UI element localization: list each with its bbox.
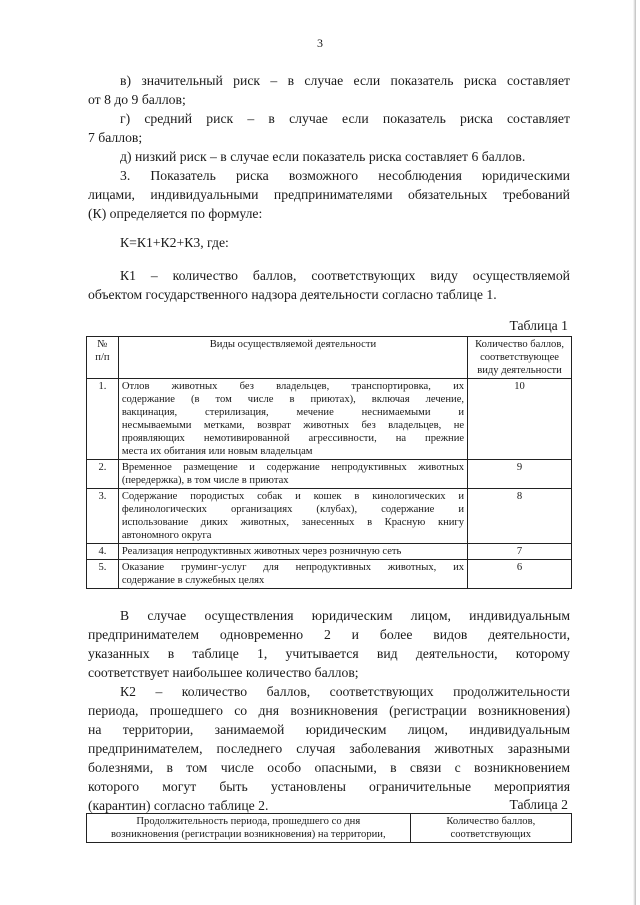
row-num: 2. — [87, 460, 119, 489]
table-row — [87, 460, 572, 489]
row-kind: Отлов животных без владельцев, транспортировка, их содержание (в том числе в приютах), включая лечение, вакцинация, стерилизация, мечение неснимаемыми и несмываемыми метками, возврат животных без владельцев, не проявляющих немотивированной агрессивности, на прежние места их обитания или новым владельцам — [118, 379, 467, 460]
table-row — [87, 560, 572, 589]
row-num: 1. — [87, 379, 119, 460]
table-1-caption: Таблица 1 — [509, 318, 568, 333]
table-row — [87, 489, 572, 544]
text-line: в) значительный риск – в случае если показатель риска составляет — [120, 73, 570, 88]
paragraph-3 — [88, 166, 570, 223]
text-line: соответствует наибольшее количество баллов; — [88, 665, 359, 680]
formula — [88, 233, 570, 252]
text-line: (К) определяется по формуле: — [88, 206, 263, 221]
table-header-row — [87, 814, 572, 843]
page-number: 3 — [317, 36, 323, 50]
text-line: К1 – количество баллов, соответствующих виду осуществляемой — [120, 268, 570, 283]
table-row — [87, 544, 572, 560]
table-row — [87, 379, 572, 460]
table-2 — [86, 813, 572, 843]
table-1 — [86, 336, 572, 589]
text-line: предпринимателем, последнего случая заболевания животных заразными — [88, 741, 570, 756]
text-line: К2 – количество баллов, соответствующих продолжительности — [120, 684, 570, 699]
text-line: объектом государственного надзора деятельности согласно таблице 1. — [88, 287, 497, 302]
text-line: лицами, индивидуальными предпринимателями обязательных требований — [88, 187, 570, 202]
page-edge — [633, 0, 636, 905]
text-line: болезнями, в том числе особо опасными, в связи с возникновением — [88, 760, 570, 775]
row-num: 4. — [87, 544, 119, 560]
text-line: периода, прошедшего со дня возникновения (регистрации возникновения) — [88, 703, 570, 718]
paragraph-multiple-activities — [88, 606, 570, 682]
paragraph-risk-medium — [88, 109, 570, 147]
row-points: 9 — [468, 460, 572, 489]
paragraph-risk-significant — [88, 71, 570, 109]
row-points: 8 — [468, 489, 572, 544]
row-points: 10 — [468, 379, 572, 460]
row-num: 5. — [87, 560, 119, 589]
text-line: (карантин) согласно таблице 2. — [88, 798, 269, 813]
header-points: Количество баллов, соответствующее виду деятельности — [468, 337, 572, 379]
row-num: 3. — [87, 489, 119, 544]
row-points: 7 — [468, 544, 572, 560]
paragraph-k2 — [88, 682, 570, 815]
text-line: указанных в таблице 1, учитывается вид деятельности, которому — [88, 646, 570, 661]
text-line: от 8 до 9 баллов; — [88, 92, 186, 107]
text-line: д) низкий риск – в случае если показатель риска составляет 6 баллов. — [120, 149, 526, 164]
text-line: которого могут быть установлены ограничительные мероприятия — [88, 779, 570, 794]
row-kind: Временное размещение и содержание непродуктивных животных (передержка), в том числе в приютах — [118, 460, 467, 489]
text-line: г) средний риск – в случае если показатель риска составляет — [120, 111, 570, 126]
row-kind: Реализация непродуктивных животных через розничную сеть — [118, 544, 467, 560]
text-line: на территории, занимаемой юридическим лицом, индивидуальным — [88, 722, 570, 737]
formula-text: К=К1+К2+К3, где: — [120, 235, 229, 250]
paragraph-k1 — [88, 266, 570, 304]
text-line: предпринимателем одновременно 2 и более видов деятельности, — [88, 627, 570, 642]
header-kind: Виды осуществляемой деятельности — [118, 337, 467, 379]
header-period: Продолжительность периода, прошедшего со дня возникновения (регистрации возникновения) на территории, — [87, 814, 411, 843]
header-num: № п/п — [87, 337, 119, 379]
text-line: 3. Показатель риска возможного несоблюдения юридическими — [120, 168, 570, 183]
table-header-row — [87, 337, 572, 379]
row-points: 6 — [468, 560, 572, 589]
text-line: 7 баллов; — [88, 130, 143, 145]
header-points: Количество баллов, соответствующих — [410, 814, 571, 843]
table-2-caption: Таблица 2 — [509, 797, 568, 812]
row-kind: Оказание груминг-услуг для непродуктивных животных, их содержание в служебных целях — [118, 560, 467, 589]
text-line: В случае осуществления юридическим лицом, индивидуальным — [120, 608, 570, 623]
row-kind: Содержание породистых собак и кошек в кинологических и фелинологических организациях (клубах), содержание и использование диких животных, занесенных в Красную книгу автономного округа — [118, 489, 467, 544]
paragraph-risk-low — [88, 147, 570, 166]
